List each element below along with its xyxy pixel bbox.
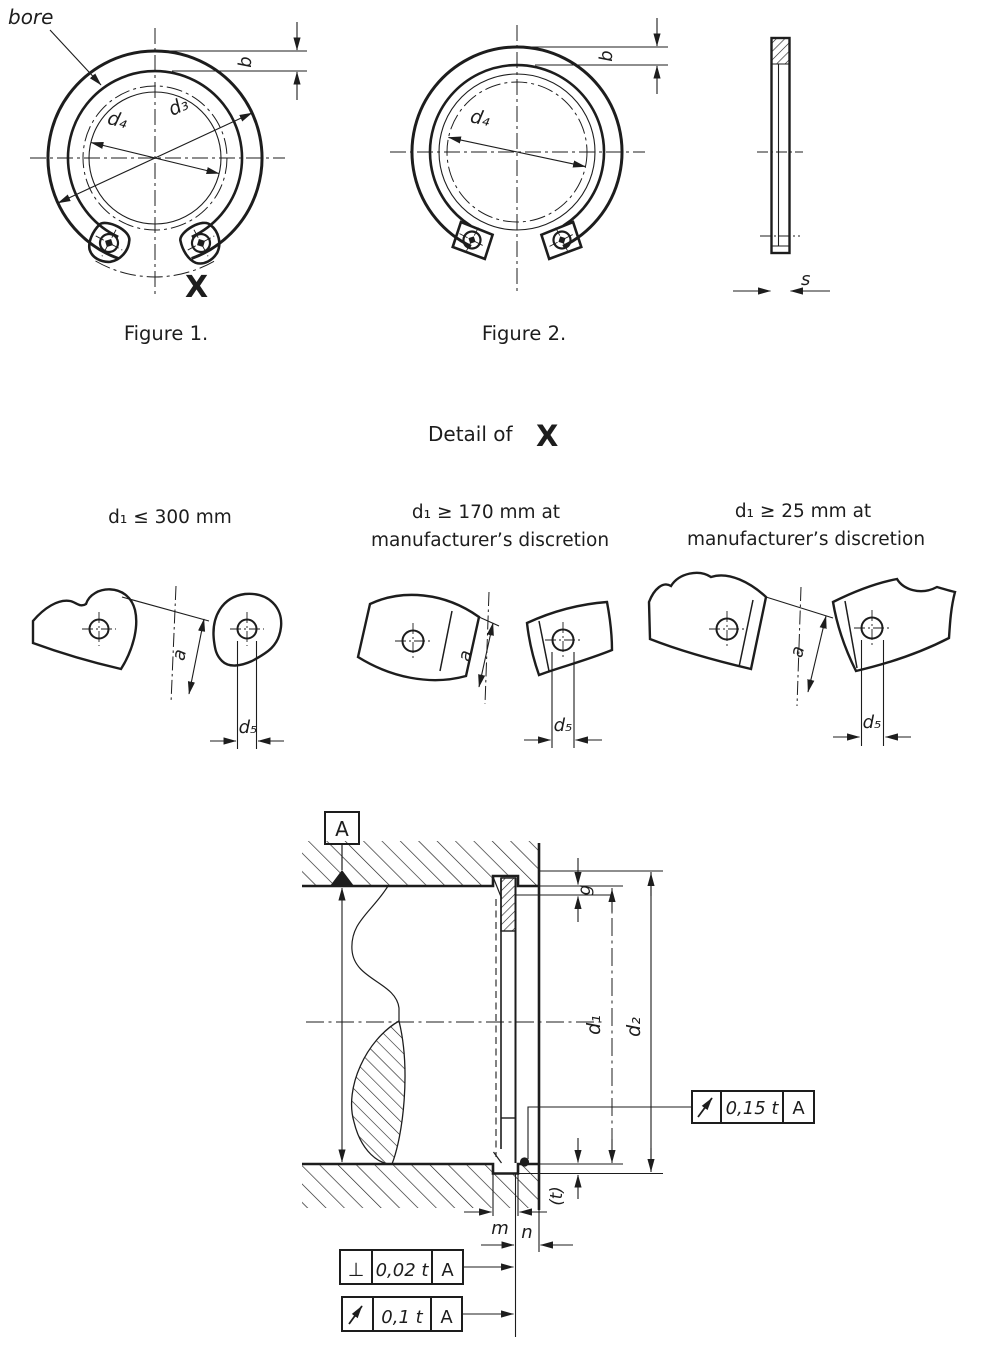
left-lug: [449, 219, 496, 262]
right-lug-outline: [527, 602, 612, 675]
detail-heading-marker: X: [536, 419, 559, 453]
dim-d2-label: d₂: [623, 1017, 645, 1037]
ring-section-hatch: [501, 878, 516, 931]
dim-a-label: a: [786, 644, 810, 660]
dim-m-label: m: [491, 1218, 509, 1239]
fcf-runout-groove: [342, 1297, 514, 1331]
dim-a-label: a: [454, 648, 477, 664]
dim-d5-label: d₅: [862, 712, 882, 733]
variant2-condition-line2: manufacturer’s discretion: [370, 530, 610, 551]
dim-a-label: a: [168, 647, 191, 663]
detail-heading: Detail of: [428, 422, 513, 446]
fcf-perp-value: 0,02 t: [375, 1260, 429, 1281]
fcf-runout-groove-datum: A: [440, 1307, 453, 1328]
bore-leader-line: [50, 30, 101, 85]
figure1-caption: Figure 1.: [123, 322, 209, 345]
right-lug-outline: [214, 594, 282, 666]
variant3-condition-line2: manufacturer’s discretion: [686, 529, 926, 550]
detail-variant2-lugs: [358, 592, 612, 748]
hole-diamond-icon: [195, 237, 207, 249]
dimension-a: [122, 586, 209, 703]
dim-d5-label: d₅: [553, 715, 573, 736]
dim-t-label: (t): [547, 1186, 566, 1206]
dim-d4-label: d₄: [468, 105, 493, 131]
dim-s-label: s: [801, 269, 811, 290]
dimension-a: [479, 592, 499, 704]
ring-side-view: [733, 38, 830, 291]
variant3-condition: d₁ ≥ 25 mm at: [734, 501, 872, 522]
figure2-ring-free-view: [390, 18, 668, 295]
dim-d4-label: d₄: [105, 107, 130, 134]
left-lug-outline: [358, 595, 479, 680]
perpendicularity-symbol: ⊥: [347, 1259, 365, 1281]
break-line: [352, 886, 399, 1021]
detail-x-marker: X: [185, 270, 209, 305]
figure2-caption: Figure 2.: [481, 322, 567, 345]
dim-b-label: b: [235, 56, 256, 68]
datum-a-label: A: [335, 817, 349, 841]
dimension-a: [766, 587, 833, 706]
dim-b-label: b: [596, 50, 617, 62]
dim-n-label: n: [521, 1222, 533, 1243]
right-lug: [176, 218, 227, 269]
fcf-runout-face-value: 0,15 t: [725, 1098, 779, 1119]
section-hatch: [772, 38, 790, 64]
fcf-leader: [528, 1107, 692, 1159]
figure1-ring-installed-view: [30, 22, 307, 298]
right-lug: [538, 219, 585, 262]
hole-diamond-icon: [103, 237, 115, 249]
fcf-perp-datum: A: [441, 1260, 454, 1281]
partial-section-lens: [352, 1021, 405, 1164]
fcf-runout-face-datum: A: [792, 1098, 805, 1119]
housing-hatch-bottom: [302, 1164, 539, 1208]
bore-label: bore: [8, 5, 54, 29]
variant1-condition: d₁ ≤ 300 mm: [108, 507, 232, 528]
detail-variant3-lugs: [649, 573, 955, 746]
dim-d1-label: d₁: [583, 1015, 605, 1035]
assembly-section-view: [302, 812, 814, 1337]
dim-d3-label: d₃: [164, 92, 193, 121]
dim-d5-label: d₅: [238, 717, 258, 738]
fcf-runout-groove-value: 0,1 t: [381, 1307, 423, 1328]
right-lug-outline: [833, 579, 955, 671]
ring-edge-outline: [772, 38, 790, 253]
dim-g-label: g: [575, 884, 595, 896]
variant2-condition: d₁ ≥ 170 mm at: [411, 502, 561, 523]
